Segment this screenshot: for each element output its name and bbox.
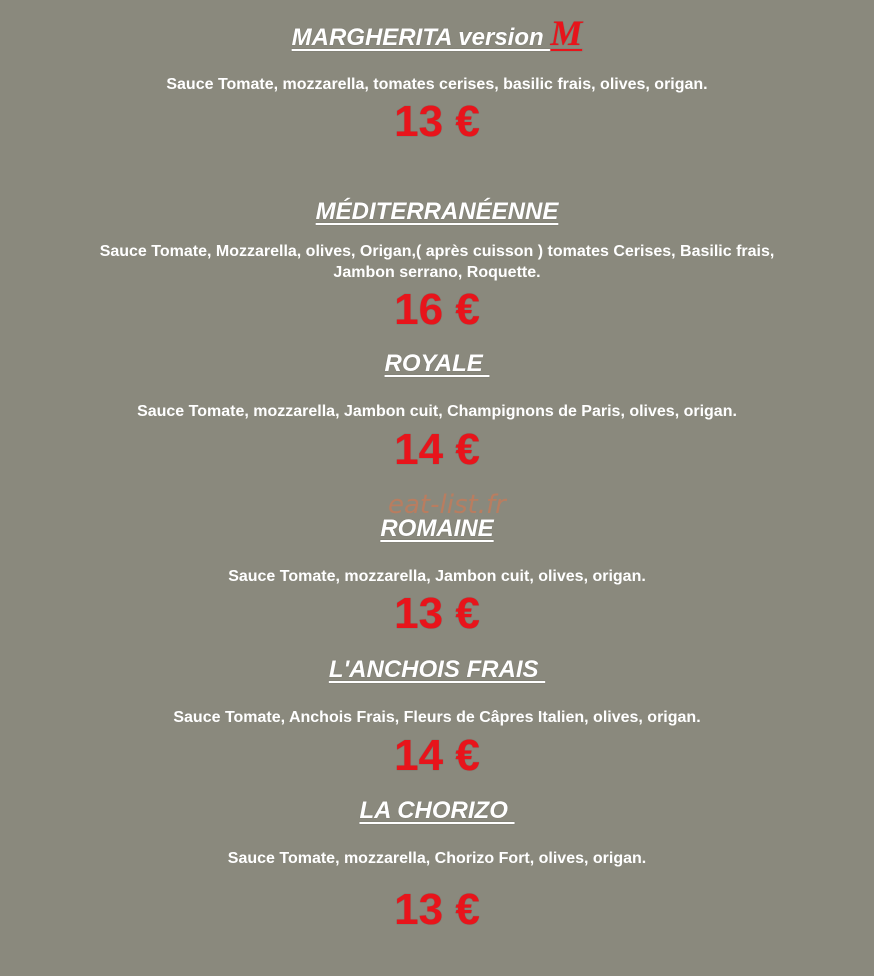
pizza-title-margherita — [0, 13, 874, 53]
watermark-text: eat-list.fr — [388, 490, 506, 520]
version-m-badge: M — [550, 13, 583, 53]
pizza-description-romaine: Sauce Tomate, mozzarella, Jambon cuit, olives, origan. — [228, 568, 646, 585]
pizza-title-royale: ROYALE — [384, 350, 490, 377]
pizza-price-anchois-frais: 14 € — [394, 731, 480, 780]
pizza-price-royale: 14 € — [394, 425, 480, 474]
pizza-price-chorizo: 13 € — [394, 885, 480, 934]
pizza-description-royale: Sauce Tomate, mozzarella, Jambon cuit, Champignons de Paris, olives, origan. — [137, 403, 737, 420]
pizza-price-margherita: 13 € — [394, 97, 480, 146]
pizza-title-romaine: ROMAINE — [380, 515, 494, 542]
pizza-title-anchois-frais: L'ANCHOIS FRAIS — [328, 656, 546, 683]
pizza-title-mediterraneenne: MÉDITERRANÉENNE — [315, 198, 559, 225]
pizza-description-mediterraneenne: Sauce Tomate, Mozzarella, olives, Origan,( après cuisson ) tomates Cerises, Basilic frais, Jambon serrano, Roquette. — [99, 243, 775, 281]
pizza-title-text: MARGHERITA version — [291, 24, 551, 51]
pizza-description-margherita: Sauce Tomate, mozzarella, tomates cerises, basilic frais, olives, origan. — [166, 76, 708, 93]
pizza-description-chorizo: Sauce Tomate, mozzarella, Chorizo Fort, olives, origan. — [227, 850, 647, 867]
pizza-price-romaine: 13 € — [394, 589, 480, 638]
pizza-price-mediterraneenne: 16 € — [394, 285, 480, 334]
pizza-description-anchois-frais: Sauce Tomate, Anchois Frais, Fleurs de Câpres Italien, olives, origan. — [173, 709, 701, 726]
pizza-title-chorizo: LA CHORIZO — [359, 797, 515, 824]
